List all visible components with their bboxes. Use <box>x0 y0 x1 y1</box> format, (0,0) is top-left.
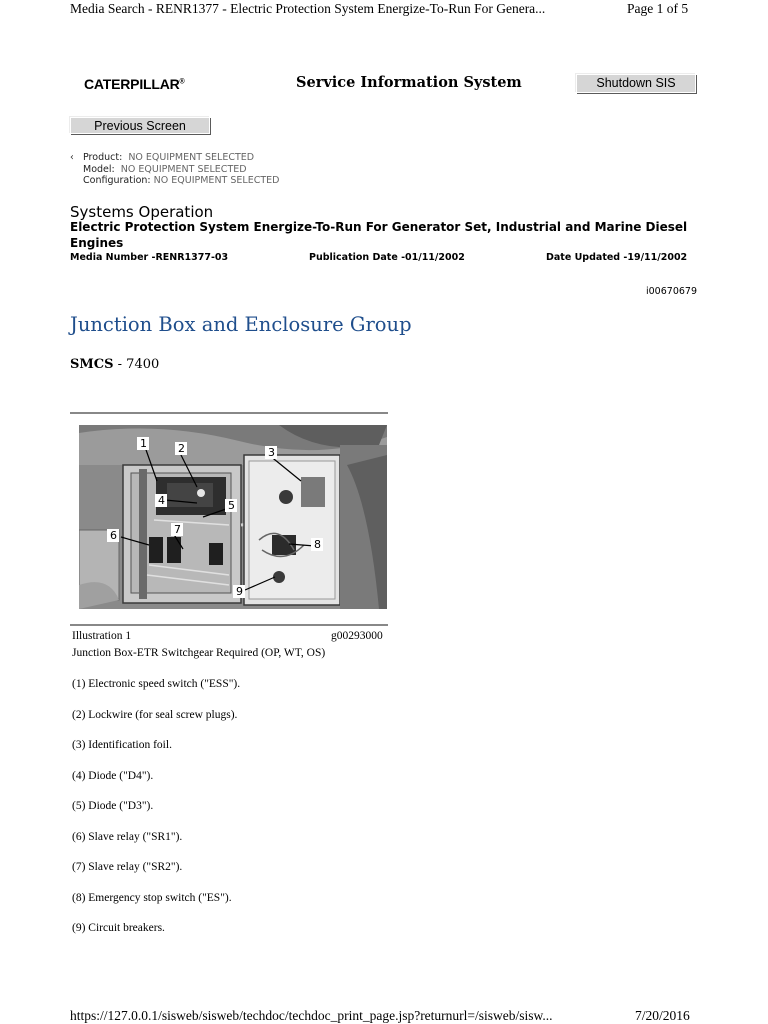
illustration-top-rule <box>70 412 388 414</box>
callout-5: 5 <box>228 499 235 512</box>
graphic-id: g00293000 <box>331 630 383 642</box>
smcs-value: - 7400 <box>113 357 160 372</box>
callout-1: 1 <box>140 437 147 450</box>
configuration-label: Configuration: <box>83 175 151 186</box>
callout-2: 2 <box>178 442 185 455</box>
previous-screen-button[interactable]: Previous Screen <box>70 117 210 134</box>
junction-box-photo <box>79 425 387 609</box>
list-item: (2) Lockwire (for seal screw plugs). <box>72 708 238 721</box>
logo-mark: ® <box>179 78 185 86</box>
smcs-label: SMCS <box>70 357 114 372</box>
list-item: (7) Slave relay ("SR2"). <box>72 861 183 873</box>
media-number: Media Number -RENR1377-03 <box>70 252 229 263</box>
model-row <box>70 164 279 176</box>
illustration-label: Illustration 1 <box>72 630 132 642</box>
shutdown-sis-button[interactable]: Shutdown SIS <box>576 74 696 93</box>
configuration-value: NO EQUIPMENT SELECTED <box>153 175 280 186</box>
publication-date: Publication Date -01/11/2002 <box>309 252 465 263</box>
print-footer-url: https://127.0.0.1/sisweb/sisweb/techdoc/techdoc_print_page.jsp?returnurl=/sisweb/sisw... <box>70 1008 553 1023</box>
document-id: i00670679 <box>646 286 697 297</box>
equipment-info <box>70 152 279 187</box>
list-item: (6) Slave relay ("SR1"). <box>72 830 183 843</box>
system-title: Service Information System <box>296 74 522 91</box>
date-updated: Date Updated -19/11/2002 <box>546 252 688 263</box>
callout-9: 9 <box>236 585 243 598</box>
caterpillar-logo <box>84 76 185 92</box>
model-label: Model: <box>83 163 115 175</box>
illustration-bottom-rule <box>70 624 388 626</box>
product-value: NO EQUIPMENT SELECTED <box>128 152 255 163</box>
callout-list <box>72 678 240 953</box>
configuration-row <box>70 175 279 187</box>
document-title: Electric Protection System Energize-To-Run For Generator Set, Industrial and Marine Diesel Engines <box>70 220 688 250</box>
article-heading: Junction Box and Enclosure Group <box>70 313 412 336</box>
list-item: (5) Diode ("D3"). <box>72 800 154 812</box>
section-title: Systems Operation <box>70 203 214 221</box>
model-value: NO EQUIPMENT SELECTED <box>120 163 247 175</box>
callout-7: 7 <box>174 523 181 536</box>
print-footer-date: 7/20/2016 <box>635 1008 690 1023</box>
back-arrow-icon[interactable]: ‹ <box>70 152 74 163</box>
print-header-title: Media Search - RENR1377 - Electric Protection System Energize-To-Run For Genera... <box>70 1 546 16</box>
callout-8: 8 <box>314 538 321 551</box>
print-header-page: Page 1 of 5 <box>627 1 689 16</box>
list-item: (1) Electronic speed switch ("ESS"). <box>72 678 241 690</box>
list-item: (8) Emergency stop switch ("ES"). <box>72 891 232 904</box>
logo-text: CATERPILLAR <box>84 76 180 92</box>
list-item: (9) Circuit breakers. <box>72 922 165 934</box>
illustration-caption: Junction Box-ETR Switchgear Required (OP, WT, OS) <box>72 647 326 659</box>
list-item: (3) Identification foil. <box>72 739 172 751</box>
product-row <box>70 152 279 164</box>
list-item: (4) Diode ("D4"). <box>72 769 154 782</box>
callout-3: 3 <box>268 446 275 459</box>
product-label: Product: <box>83 152 123 163</box>
callout-6: 6 <box>110 529 117 542</box>
smcs-code <box>70 357 159 372</box>
callout-4: 4 <box>158 494 165 507</box>
